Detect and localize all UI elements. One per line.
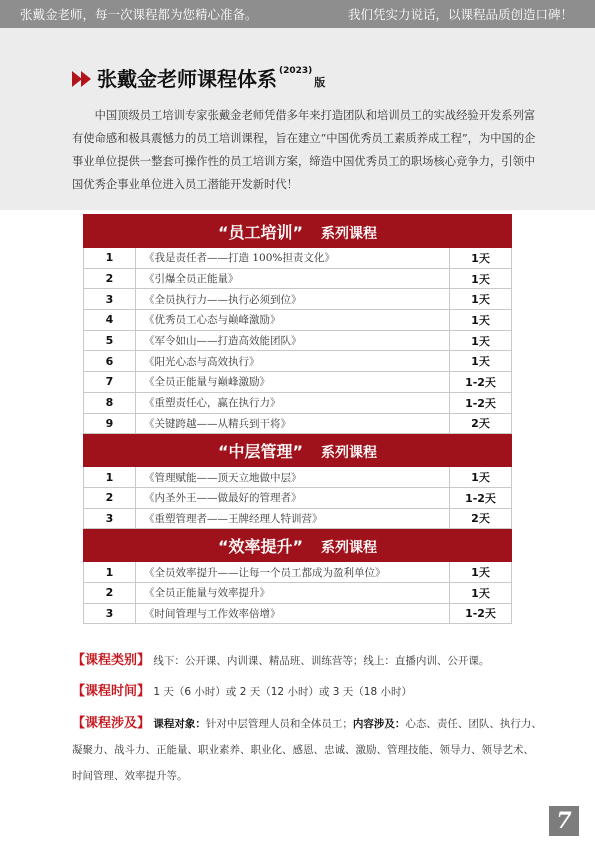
top-banner: [0, 0, 595, 28]
course-title: 《重塑责任心，赢在执行力》: [136, 392, 450, 413]
course-title: 《时间管理与工作效率倍增》: [136, 603, 450, 624]
course-number: 3: [84, 289, 136, 310]
table-row: [84, 487, 512, 508]
course-duration: 1天: [450, 582, 512, 603]
course-duration: 1天: [450, 289, 512, 310]
content-text: 心态、责任、团队、执行力、凝聚力、战斗力、正能量、职业素养、职业化、感恩、忠诚、激励、管理技能、领导力、领导艺术、时间管理、效率提升等。: [72, 718, 542, 782]
table-row: [84, 372, 512, 393]
scope-label: 【课程涉及】: [72, 716, 151, 731]
section-name: “员工培训”: [217, 222, 304, 242]
course-title: 《阳光心态与高效执行》: [136, 351, 450, 372]
course-duration: 1-2天: [450, 603, 512, 624]
page-title: [72, 68, 325, 90]
course-number: 2: [84, 582, 136, 603]
table-row: [84, 582, 512, 603]
section-suffix: 系列课程: [321, 225, 378, 242]
table-row: [84, 289, 512, 310]
course-duration: 1-2天: [450, 372, 512, 393]
course-number: 2: [84, 487, 136, 508]
course-duration: 1天: [450, 562, 512, 583]
course-title: 《军令如山——打造高效能团队》: [136, 330, 450, 351]
course-duration: 1天: [450, 330, 512, 351]
course-title: 《全员效率提升——让每一个员工都成为盈利单位》: [136, 562, 450, 583]
table-row: [84, 603, 512, 624]
course-number: 5: [84, 330, 136, 351]
course-title: 《关键跨越——从精兵到干将》: [136, 413, 450, 434]
course-category: [72, 649, 542, 673]
table-row: [84, 248, 512, 269]
course-duration: 1-2天: [450, 487, 512, 508]
table-row: [84, 467, 512, 488]
course-number: 3: [84, 508, 136, 529]
category-label: 【课程类别】: [72, 653, 151, 668]
course-title: 《管理赋能——顶天立地做中层》: [136, 467, 450, 488]
intro-paragraph: 中国顶级员工培训专家张戴金老师凭借多年来打造团队和培训员工的实战经验开发系列富有使命感和极具震憾力的员工培训课程，旨在建立“中国优秀员工素质养成工程”，为中国的企事业单位提供一整套可操作性的员工培训方案，缔造中国优秀员工的职场核心竞争力，引领中国优秀企事业单位进入员工潜能开发新时代！: [72, 109, 536, 191]
course-number: 1: [84, 562, 136, 583]
title-suffix: 版: [314, 76, 326, 89]
course-number: 7: [84, 372, 136, 393]
table-row: [84, 310, 512, 331]
course-duration: 1天: [450, 310, 512, 331]
course-title: 《全员正能量与效率提升》: [136, 582, 450, 603]
section-header-row: [84, 434, 512, 467]
course-title: 《我是责任者——打造 100%担责文化》: [136, 248, 450, 269]
section-header: [84, 529, 512, 562]
section-name: “中层管理”: [217, 441, 304, 461]
course-number: 8: [84, 392, 136, 413]
time-text: 1 天（6 小时）或 2 天（12 小时）或 3 天（18 小时）: [153, 686, 413, 698]
section-header-row: [84, 529, 512, 562]
table-row: [84, 562, 512, 583]
title-main: 张戴金老师课程体系: [97, 67, 277, 91]
course-duration: 1天: [450, 268, 512, 289]
section-header: [84, 434, 512, 467]
course-number: 1: [84, 467, 136, 488]
table-row: [84, 268, 512, 289]
target-key: 课程对象：: [153, 718, 206, 730]
course-number: 9: [84, 413, 136, 434]
course-number: 6: [84, 351, 136, 372]
course-number: 3: [84, 603, 136, 624]
course-title: 《全员执行力——执行必须到位》: [136, 289, 450, 310]
section-suffix: 系列课程: [321, 539, 378, 556]
course-title: 《内圣外王——做最好的管理者》: [136, 487, 450, 508]
course-title: 《引爆全员正能量》: [136, 268, 450, 289]
course-duration: 1天: [450, 467, 512, 488]
table-row: [84, 508, 512, 529]
section-suffix: 系列课程: [321, 444, 378, 461]
course-number: 1: [84, 248, 136, 269]
table-row: [84, 330, 512, 351]
table-row: [84, 351, 512, 372]
course-duration: 2天: [450, 508, 512, 529]
course-title: 《重塑管理者——王牌经理人特训营》: [136, 508, 450, 529]
table-row: [84, 413, 512, 434]
course-title: 《优秀员工心态与巅峰激励》: [136, 310, 450, 331]
title-year: (2023): [279, 66, 313, 76]
course-time: [72, 680, 542, 704]
banner-right-text: 我们凭实力说话，以课程品质创造口碑！: [347, 7, 573, 22]
content-key: 内容涉及：: [352, 718, 406, 730]
course-number: 4: [84, 310, 136, 331]
page-number: 7: [549, 806, 579, 836]
course-table: [83, 214, 512, 624]
double-arrow-icon: [72, 71, 91, 87]
banner-left-text: 张戴金老师，每一次课程都为您精心准备。: [20, 7, 258, 22]
table-row: [84, 392, 512, 413]
section-header: [84, 215, 512, 248]
course-scope: [72, 711, 542, 789]
course-duration: 2天: [450, 413, 512, 434]
category-text: 线下：公开课、内训课、精品班、训练营等；线上：直播内训、公开课。: [153, 655, 490, 667]
course-title: 《全员正能量与巅峰激励》: [136, 372, 450, 393]
course-duration: 1天: [450, 248, 512, 269]
time-label: 【课程时间】: [72, 684, 151, 699]
section-name: “效率提升”: [217, 536, 304, 556]
course-duration: 1-2天: [450, 392, 512, 413]
course-number: 2: [84, 268, 136, 289]
section-header-row: [84, 215, 512, 248]
target-text: 针对中层管理人员和全体员工；: [205, 718, 353, 730]
course-duration: 1天: [450, 351, 512, 372]
